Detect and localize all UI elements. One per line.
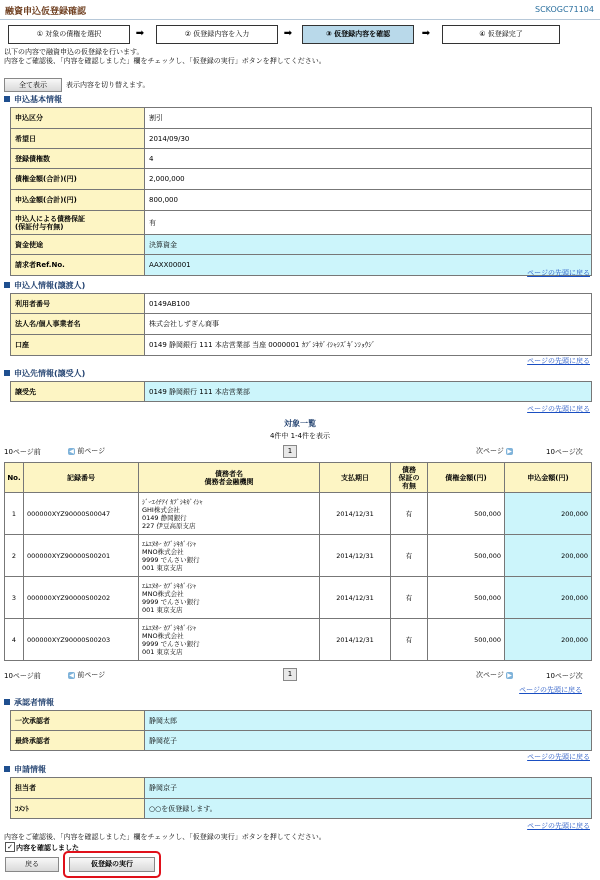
prev-page-link[interactable]: ◀ 前ページ <box>69 671 106 679</box>
toggle-note: 表示内容を切り替えます。 <box>66 81 150 89</box>
section-destination-info: 申込先情報(譲受人) <box>4 368 85 379</box>
next-arrow-icon: ➡ <box>421 28 431 39</box>
next-arrow-icon: ➡ <box>135 28 145 39</box>
table-row: 債権金額(合計)(円) 2,000,000 <box>11 169 592 190</box>
page-top-link[interactable]: ページの先頭に戻る <box>527 405 590 413</box>
page-title: 融資申込仮登録確認 <box>5 7 87 17</box>
title-bar <box>0 0 600 20</box>
prev-10-pages-link[interactable]: 10ページ前 <box>4 672 41 680</box>
section-request-info: 申請情報 <box>4 764 46 775</box>
section-bullet-icon <box>4 96 10 102</box>
table-row: 3 000000XYZ90000S00202 ｴﾑｴﾇｵｰ ｶﾌﾞｼｷｶﾞｲｼｬ MNO株式会社 9999 でんさい銀行 001 東京支店 2014/12/31 有 500,000 200,000 <box>5 577 592 619</box>
section-bullet-icon <box>4 370 10 376</box>
section-bullet-icon <box>4 699 10 705</box>
section-bullet-icon <box>4 282 10 288</box>
page-number-button[interactable]: 1 <box>283 668 297 681</box>
step-3-current: ③ 仮登録内容を確認 <box>302 25 414 44</box>
page-top-link[interactable]: ページの先頭に戻る <box>527 357 590 365</box>
basic-info-table <box>10 107 592 276</box>
section-applicant-info: 申込人情報(譲渡人) <box>4 280 85 291</box>
step-2: ② 仮登録内容を入力 <box>156 25 278 44</box>
execute-button[interactable]: 仮登録の実行 <box>69 857 155 872</box>
approver-table <box>10 710 592 751</box>
next-page-link[interactable]: 次ページ ▶ <box>476 671 512 679</box>
step-1: ① 対象の債権を選択 <box>8 25 130 44</box>
prev-arrow-icon: ◀ <box>69 447 74 455</box>
section-bullet-icon <box>4 766 10 772</box>
table-row: 一次承認者 静岡太郎 <box>11 711 592 731</box>
table-row: 2 000000XYZ90000S00201 ｴﾑｴﾇｵｰ ｶﾌﾞｼｷｶﾞｲｼｬ MNO株式会社 9999 でんさい銀行 001 東京支店 2014/12/31 有 500,000 200,000 <box>5 535 592 577</box>
next-10-pages-link[interactable]: 10ページ次 <box>546 672 583 680</box>
applicant-table <box>10 293 592 356</box>
page-top-link[interactable]: ページの先頭に戻る <box>527 269 590 277</box>
next-arrow-icon: ➡ <box>283 28 293 39</box>
table-row: 利用者番号 0149AB100 <box>11 294 592 314</box>
page-number-button[interactable]: 1 <box>283 445 297 458</box>
table-row: 最終承認者 静岡花子 <box>11 731 592 751</box>
table-row: 口座 0149 静岡銀行 111 本店営業部 当座 0000001 ｶﾌﾞｼｷｶﾞｲｼｬｼｽﾞｷﾞﾝｼｮｳｼﾞ <box>11 335 592 356</box>
next-arrow-icon: ▶ <box>507 671 512 679</box>
table-row: 申込金額(合計)(円) 800,000 <box>11 190 592 211</box>
confirm-checkbox[interactable]: ✓ <box>5 842 15 852</box>
next-arrow-icon: ▶ <box>507 447 512 455</box>
prev-10-pages-link[interactable]: 10ページ前 <box>4 448 41 456</box>
table-row: 資金使途 決算資金 <box>11 235 592 255</box>
prev-page-link[interactable]: ◀ 前ページ <box>69 447 106 455</box>
section-approver-info: 承認者情報 <box>4 697 54 708</box>
table-row: 申込人による債務保証 (保証付与有無) 有 <box>11 211 592 235</box>
table-row: 4 000000XYZ90000S00203 ｴﾑｴﾇｵｰ ｶﾌﾞｼｷｶﾞｲｼｬ MNO株式会社 9999 でんさい銀行 001 東京支店 2014/12/31 有 500,000 200,000 <box>5 619 592 661</box>
next-10-pages-link[interactable]: 10ページ次 <box>546 448 583 456</box>
intro-line-2: 内容をご確認後、「内容を確認しました」欄をチェックし、「仮登録の実行」ボタンを押してください。 <box>4 57 326 65</box>
table-row: 1 000000XYZ90000S00047 ｼﾞｰｴｲﾁｱｲ ｶﾌﾞｼｷｶﾞｲｼｬ GHI株式会社 0149 静岡銀行 227 伊豆高原支店 2014/12/31 有 500,000 200,000 <box>5 493 592 535</box>
table-row: 登録債権数 4 <box>11 149 592 169</box>
section-basic-info: 申込基本情報 <box>4 94 62 105</box>
list-count: 4件中 1-4件を表示 <box>269 432 331 440</box>
page-top-link[interactable]: ページの先頭に戻る <box>527 753 590 761</box>
page-top-link[interactable]: ページの先頭に戻る <box>519 686 582 694</box>
page-top-link[interactable]: ページの先頭に戻る <box>527 822 590 830</box>
next-page-link[interactable]: 次ページ ▶ <box>476 447 512 455</box>
table-row: 担当者 静岡京子 <box>11 778 592 799</box>
target-list-table <box>4 462 592 661</box>
table-row: 希望日 2014/09/30 <box>11 129 592 149</box>
table-header-row: No. 記録番号 債務者名 債務者金融機関 支払期日 債務 保証の 有無 債権金額(円) 申込金額(円) <box>5 463 592 493</box>
table-row: ｺﾒﾝﾄ ○○を仮登録します。 <box>11 799 592 819</box>
show-all-button[interactable]: 全て表示 <box>4 78 62 92</box>
footer-note: 内容をご確認後、「内容を確認しました」欄をチェックし、「仮登録の実行」ボタンを押してください。 <box>4 833 326 841</box>
request-table <box>10 777 592 819</box>
confirm-label: 内容を確認しました <box>16 844 79 852</box>
back-button[interactable]: 戻る <box>5 857 59 872</box>
step-4: ④ 仮登録完了 <box>442 25 560 44</box>
table-row: 申込区分 割引 <box>11 108 592 129</box>
table-row: 法人名/個人事業者名 株式会社しずぎん商事 <box>11 314 592 335</box>
prev-arrow-icon: ◀ <box>69 671 74 679</box>
table-row: 譲受先 0149 静岡銀行 111 本店営業部 <box>11 382 592 402</box>
screen-id: SCKOGC71104 <box>534 5 594 14</box>
destination-table <box>10 381 592 402</box>
list-title: 対象一覧 <box>284 419 316 428</box>
intro-line-1: 以下の内容で融資申込の仮登録を行います。 <box>4 48 144 56</box>
table-row: 請求者Ref.No. AAXX00001 <box>11 255 592 276</box>
